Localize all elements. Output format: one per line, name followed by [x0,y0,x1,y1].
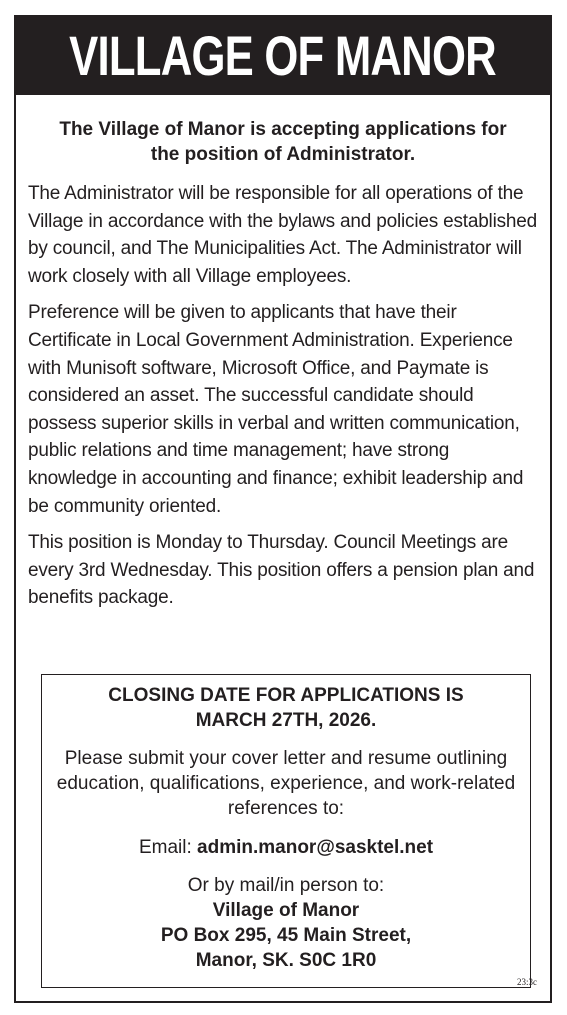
closing-title-line-2: MARCH 27TH, 2026. [195,710,377,731]
headline-line-2: the position of Administrator. [150,144,416,165]
ad-title: VILLAGE OF MANOR [69,24,497,87]
email-label: Email: [138,837,192,858]
advertisement [14,15,552,1003]
headline-line-1: The Village of Manor is accepting applications for [59,119,507,140]
closing-title-line-1: CLOSING DATE FOR APPLICATIONS IS [108,685,464,706]
paragraph-qualifications: Preference will be given to applicants that have their Certificate in Local Government Administration. Experience with Munisoft software, Microsoft Office, and Paymate is considered an asset. The successful candidate should possess superior skills in verbal and written communication, public relations and time management; have strong knowledge in accounting and finance; exhibit leadership and be community oriented. [28,302,524,517]
banner [16,17,550,95]
closing-box [41,674,531,988]
paragraph-responsibilities: The Administrator will be responsible for all operations of the Village in accordance with the bylaws and policies established by council, and The Municipalities Act. The Administrator will work closely with all Village employees. [28,183,538,287]
address-line-1: Village of Manor [212,900,360,921]
address-line-2: PO Box 295, 45 Main Street, [160,925,412,946]
email-address[interactable]: admin.manor@sasktel.net [197,837,434,858]
submit-instructions: Please submit your cover letter and resume outlining education, qualifications, experience, and work-related references to: [56,748,516,819]
paragraph-schedule: This position is Monday to Thursday. Council Meetings are every 3rd Wednesday. This position offers a pension plan and benefits package. [28,532,535,609]
closing-date-heading [42,683,530,733]
mail-label: Or by mail/in person to: [187,875,385,896]
email-line [42,835,530,860]
ad-code: 23:3c [517,977,537,987]
headline [30,117,536,167]
address-line-3: Manor, SK. S0C 1R0 [195,950,377,971]
